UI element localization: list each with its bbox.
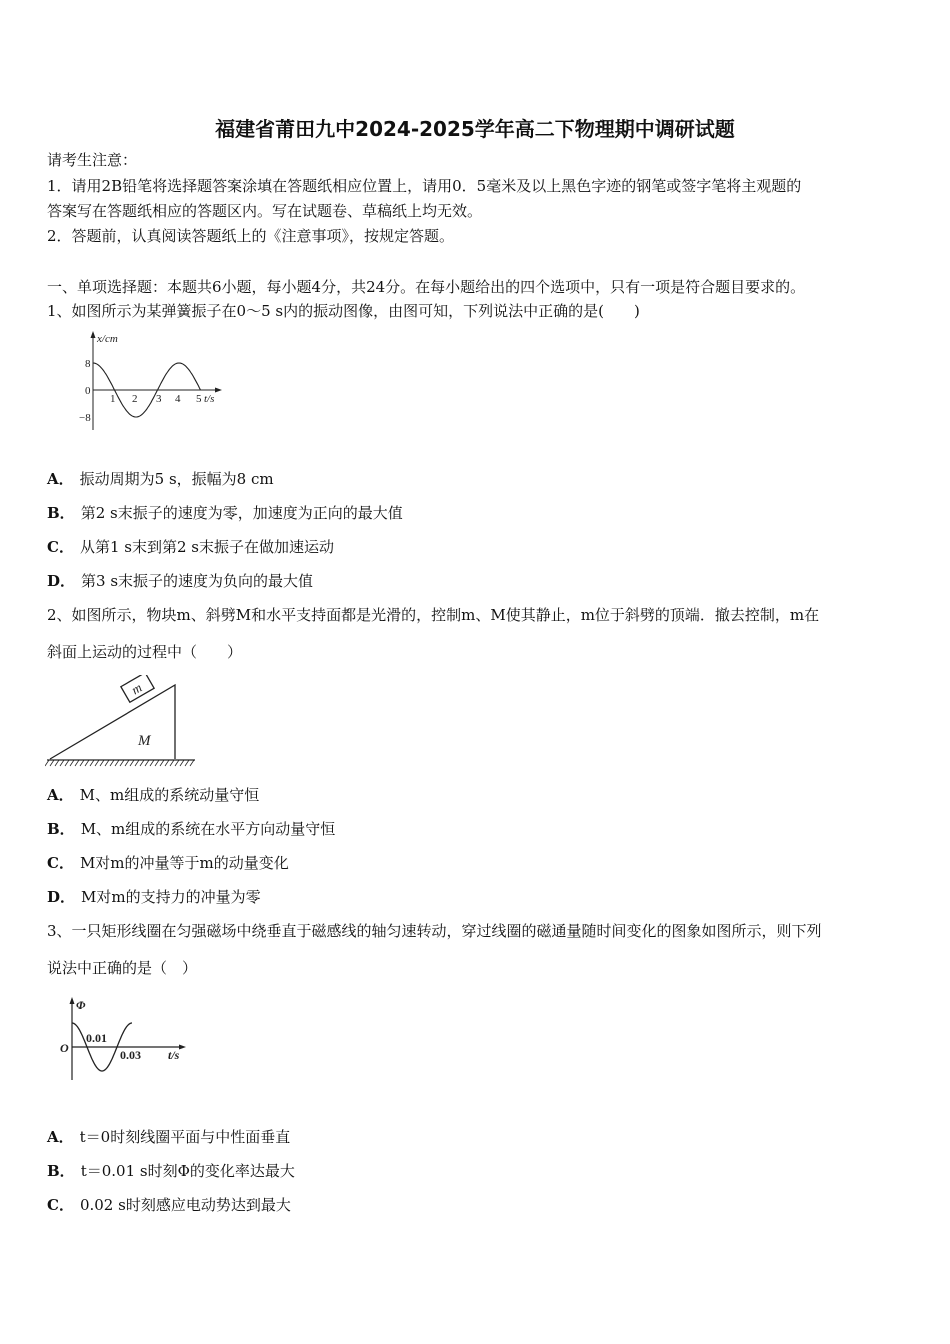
x-tick: 5 xyxy=(196,393,202,405)
hatch-mark xyxy=(80,760,84,766)
notice-heading: 请考生注意： xyxy=(47,151,138,169)
x-tick: 0.01 xyxy=(86,1031,107,1045)
hatch-mark xyxy=(45,760,49,766)
q2-wedge-diagram xyxy=(45,675,195,770)
option-text: 第3 s末振子的速度为负向的最大值 xyxy=(81,572,314,590)
option-c xyxy=(47,853,289,873)
ground-hatch xyxy=(45,760,194,766)
y-tick: 0 xyxy=(85,385,91,397)
hatch-mark xyxy=(125,760,129,766)
question-2-stem: 2、如图所示，物块m、斜劈M和水平支持面都是光滑的，控制m、M使其静止，m位于斜劈的顶端．撤去控制，m在 xyxy=(47,606,820,624)
hatch-mark xyxy=(55,760,59,766)
option-c xyxy=(47,1195,291,1215)
q1-oscillation-graph xyxy=(70,330,230,435)
hatch-mark xyxy=(170,760,174,766)
block-label: m xyxy=(128,679,145,698)
option-text: 0.02 s时刻感应电动势达到最大 xyxy=(79,1196,291,1214)
x-tick: 2 xyxy=(132,393,138,405)
x-tick: 3 xyxy=(156,393,162,405)
hatch-mark xyxy=(50,760,54,766)
option-letter: A． xyxy=(47,470,74,488)
wedge-label: M xyxy=(138,733,151,749)
option-letter: B． xyxy=(47,820,75,838)
question-1-stem: 1、如图所示为某弹簧振子在0～5 s内的振动图像，由图可知，下列说法中正确的是( ) xyxy=(47,302,640,320)
x-axis-label: t/s xyxy=(168,1048,180,1062)
question-3-stem-cont: 说法中正确的是（ ） xyxy=(47,959,198,977)
hatch-mark xyxy=(100,760,104,766)
hatch-mark xyxy=(180,760,184,766)
hatch-mark xyxy=(155,760,159,766)
hatch-mark xyxy=(105,760,109,766)
option-letter: A． xyxy=(47,1128,74,1146)
notice-line: 1．请用2B铅笔将选择题答案涂填在答题纸相应位置上，请用0．5毫米及以上黑色字迹的钢笔或签字笔将主观题的 xyxy=(47,177,802,195)
wedge xyxy=(50,685,175,759)
hatch-mark xyxy=(190,760,194,766)
option-letter: C． xyxy=(47,1196,74,1214)
hatch-mark xyxy=(95,760,99,766)
question-2-stem-cont: 斜面上运动的过程中（ ） xyxy=(47,643,243,661)
x-axis-label: t/s xyxy=(204,393,215,405)
hatch-mark xyxy=(175,760,179,766)
origin-label: O xyxy=(60,1041,69,1055)
x-tick: 0.03 xyxy=(120,1048,141,1062)
option-text: M、m组成的系统在水平方向动量守恒 xyxy=(80,820,336,838)
option-letter: B． xyxy=(47,504,75,522)
option-letter: D． xyxy=(47,888,76,906)
hatch-mark xyxy=(135,760,139,766)
option-text: 振动周期为5 s，振幅为8 cm xyxy=(79,470,274,488)
option-b xyxy=(47,503,403,523)
option-letter: B． xyxy=(47,1162,75,1180)
hatch-mark xyxy=(160,760,164,766)
x-tick: 4 xyxy=(175,393,181,405)
option-d xyxy=(47,887,261,907)
question-3-stem: 3、一只矩形线圈在匀强磁场中绕垂直于磁感线的轴匀速转动，穿过线圈的磁通量随时间变化的图象如图所示，则下列 xyxy=(47,922,822,940)
option-a xyxy=(47,1127,290,1147)
hatch-mark xyxy=(85,760,89,766)
option-letter: C． xyxy=(47,538,74,556)
option-d xyxy=(47,571,313,591)
option-text: t＝0.01 s时刻Φ的变化率达最大 xyxy=(80,1162,295,1180)
option-text: M、m组成的系统动量守恒 xyxy=(79,786,260,804)
option-c xyxy=(47,537,334,557)
block xyxy=(121,675,154,702)
q3-flux-graph xyxy=(55,995,205,1085)
x-tick: 1 xyxy=(110,393,116,405)
hatch-mark xyxy=(115,760,119,766)
option-text: 从第1 s末到第2 s末振子在做加速运动 xyxy=(79,538,334,556)
option-b xyxy=(47,1161,295,1181)
option-text: t＝0时刻线圈平面与中性面垂直 xyxy=(79,1128,291,1146)
option-text: M对m的支持力的冲量为零 xyxy=(81,888,261,906)
option-a xyxy=(47,785,259,805)
hatch-mark xyxy=(130,760,134,766)
hatch-mark xyxy=(90,760,94,766)
notice-line: 2．答题前，认真阅读答题纸上的《注意事项》，按规定答题。 xyxy=(47,227,455,245)
y-axis-label: Φ xyxy=(76,998,86,1012)
hatch-mark xyxy=(145,760,149,766)
page-title: 福建省莆田九中2024-2025学年高二下物理期中调研试题 xyxy=(215,117,735,141)
hatch-mark xyxy=(165,760,169,766)
y-axis-arrow xyxy=(91,331,96,338)
y-axis-arrow xyxy=(70,997,75,1004)
x-axis-arrow xyxy=(215,388,222,393)
hatch-mark xyxy=(65,760,69,766)
hatch-mark xyxy=(75,760,79,766)
option-letter: D． xyxy=(47,572,76,590)
option-b xyxy=(47,819,335,839)
hatch-mark xyxy=(70,760,74,766)
hatch-mark xyxy=(150,760,154,766)
hatch-mark xyxy=(120,760,124,766)
hatch-mark xyxy=(140,760,144,766)
x-axis-arrow xyxy=(179,1045,186,1050)
section-heading: 一、单项选择题：本题共6小题，每小题4分，共24分。在每小题给出的四个选项中，只有一项是符合题目要求的。 xyxy=(47,278,806,296)
option-text: 第2 s末振子的速度为零，加速度为正向的最大值 xyxy=(80,504,403,522)
hatch-mark xyxy=(185,760,189,766)
hatch-mark xyxy=(110,760,114,766)
option-text: M对m的冲量等于m的动量变化 xyxy=(79,854,289,872)
option-letter: A． xyxy=(47,786,74,804)
y-tick: 8 xyxy=(85,358,91,370)
option-a xyxy=(47,469,274,489)
y-axis-label: x/cm xyxy=(97,333,118,345)
option-letter: C． xyxy=(47,854,74,872)
hatch-mark xyxy=(60,760,64,766)
y-tick: −8 xyxy=(79,412,91,424)
notice-line: 答案写在答题纸相应的答题区内。写在试题卷、草稿纸上均无效。 xyxy=(47,202,483,220)
